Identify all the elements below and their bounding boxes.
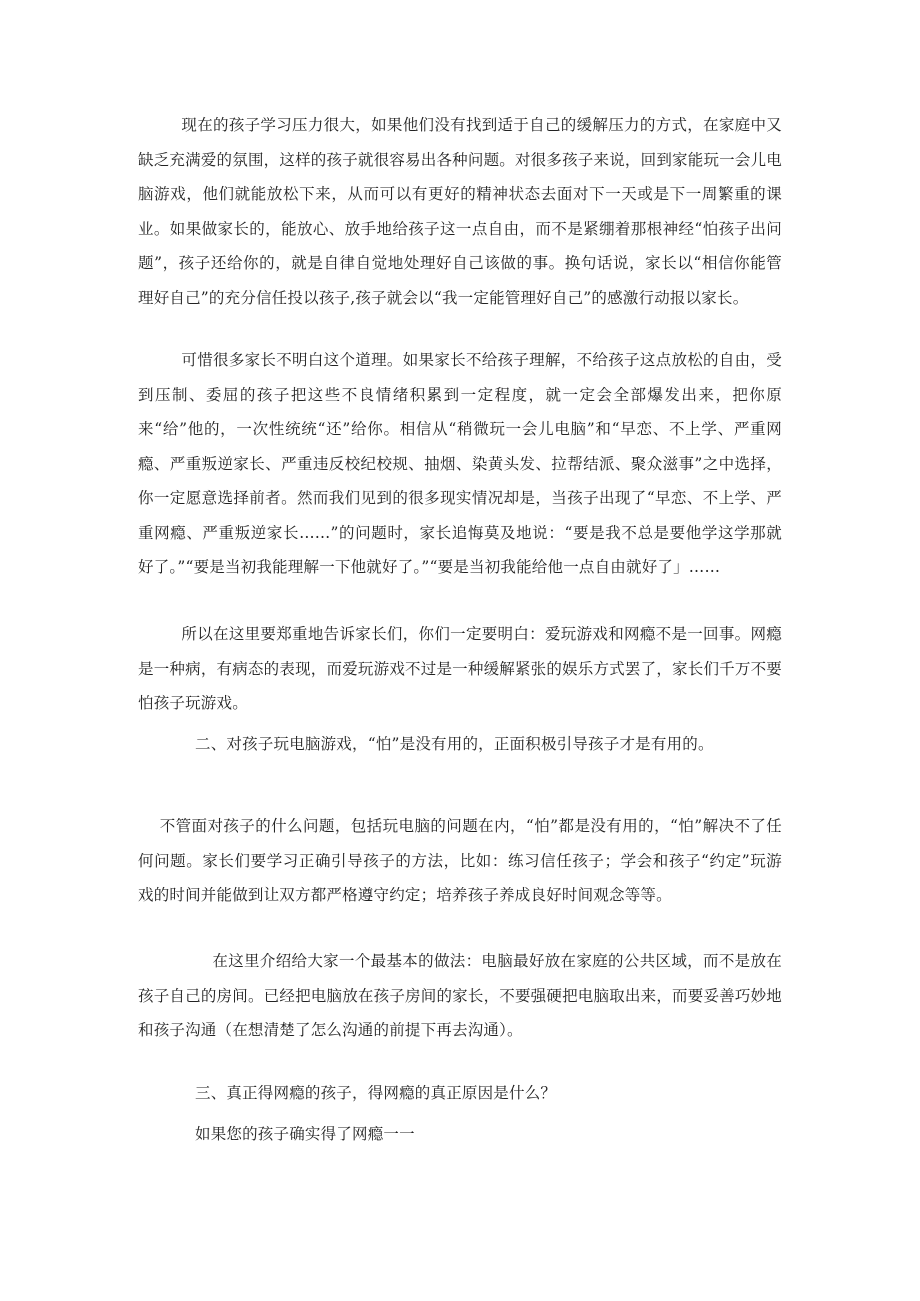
section-heading-two: 二、对孩子玩电脑游戏，“怕”是没有用的，正面积极引导孩子才是有用的。 — [195, 735, 714, 753]
paragraph-parents-misunderstand: 可惜很多家长不明白这个道理。如果家长不给孩子理解，不给孩子这点放松的自由，受到压制、委屈的孩子把这些不良情绪积累到一定程度，就一定会全部爆发出来，把你原来“给”他的，一次性统统“还”给你。相信从“稍微玩一会儿电脑”和“早恋、不上学、严重网瘾、严重叛逆家长、严重违反校纪校规、抽烟、染黄头发、拉帮结派、聚众滋事”之中选择，你一定愿意选择前者。然而我们见到的很多现实情况却是，当孩子出现了“早恋、不上学、严重网瘾、严重叛逆家长……”的问题时，家长追悔莫及地说：“要是我不总是要他学这学那就好了。”“要是当初我能理解一下他就好了。”“要是当初我能给他一点自由就好了」…… — [138, 351, 782, 576]
paragraph-study-pressure: 现在的孩子学习压力很大，如果他们没有找到适于自己的缓解压力的方式，在家庭中又缺乏充满爱的氛围，这样的孩子就很容易出各种问题。对很多孩子来说，回到家能玩一会儿电脑游戏，他们就能放松下来，从而可以有更好的精神状态去面对下一天或是下一周繁重的课业。如果做家长的，能放心、放手地给孩子这一点自由，而不是紧绷着那根神经“怕孩子出问题”，孩子还给你的，就是自律自觉地处理好自己该做的事。换句话说，家长以“相信你能管理好自己”的充分信任投以孩子,孩子就会以“我一定能管理好自己”的感激行动报以家长。 — [138, 116, 782, 307]
paragraph-fear-useless: 不管面对孩子的什么问题，包括玩电脑的问题在内，“怕”都是没有用的，“怕”解决不了任何问题。家长们要学习正确引导孩子的方法，比如：练习信任孩子；学会和孩子“约定”玩游戏的时间并能做到让双方都严格遵守约定；培养孩子养成良好时间观念等等。 — [138, 817, 782, 904]
paragraph-if-addicted: 如果您的孩子确实得了网瘾一一 — [195, 1125, 415, 1143]
paragraph-computer-placement: 在这里介绍给大家一个最基本的做法：电脑最好放在家庭的公共区域，而不是放在孩子自己的房间。已经把电脑放在孩子房间的家长，不要强硬把电脑取出来，而要妥善巧妙地和孩子沟通（在想清楚了怎么沟通的前提下再去沟通）。 — [138, 952, 782, 1039]
paragraph-gaming-vs-addiction: 所以在这里要郑重地告诉家长们，你们一定要明白：爱玩游戏和网瘾不是一回事。网瘾是一种病，有病态的表现，而爱玩游戏不过是一种缓解紧张的娱乐方式罢了，家长们千万不要怕孩子玩游戏。 — [138, 625, 782, 712]
section-heading-three: 三、真正得网瘾的孩子，得网瘾的真正原因是什么？ — [195, 1084, 557, 1102]
